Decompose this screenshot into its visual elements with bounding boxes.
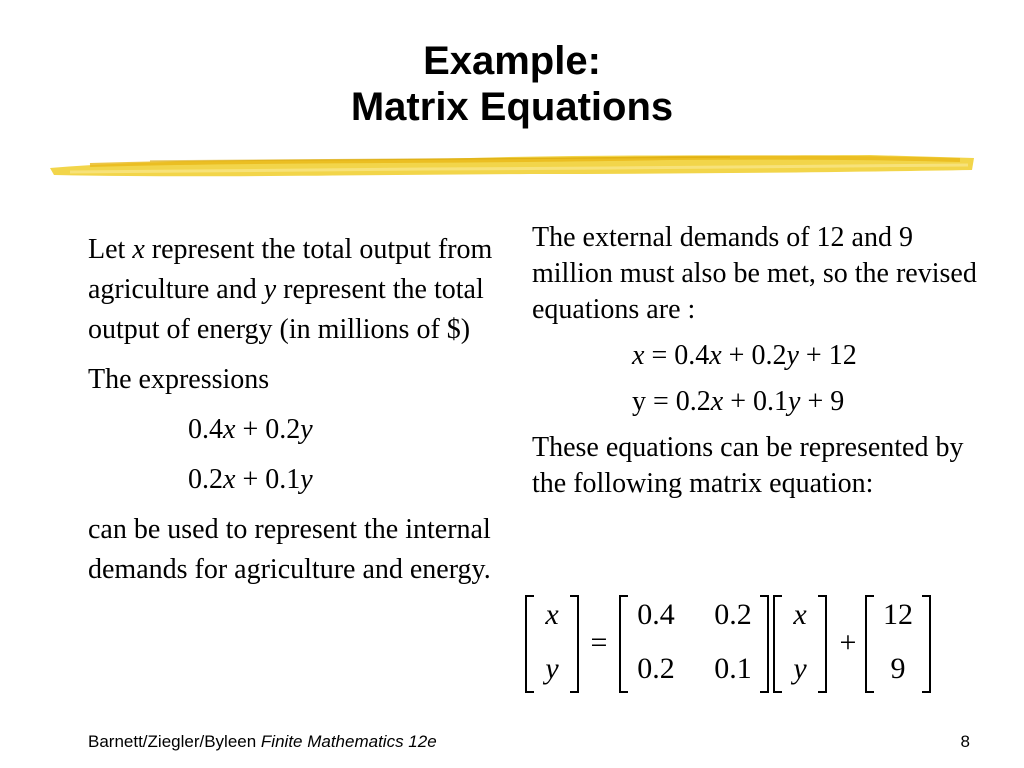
right-paragraph-external-demands: The external demands of 12 and 9 million must also be met, so the revised equations are : — [532, 222, 977, 325]
expr2-coef-y: + 0.1 — [235, 464, 301, 495]
lhs-y: y — [545, 652, 559, 685]
right-column — [532, 220, 982, 512]
left-paragraph-definitions — [88, 230, 508, 350]
eq1-constant: + 12 — [798, 340, 857, 371]
eq1-coef-y: + 0.2 — [721, 340, 787, 371]
eq1-var-y: y — [786, 340, 799, 371]
eq2-lhs: y = 0.2 — [632, 386, 711, 417]
text-agriculture: represent the total output from agriculture and — [88, 234, 493, 305]
text-energy: represent the total output of energy (in millions of $) — [88, 274, 484, 345]
a12: 0.2 — [714, 598, 752, 631]
title-underline-brushstroke — [50, 148, 974, 184]
left-paragraph-internal-demands: can be used to represent the internal demands for agriculture and energy. — [88, 514, 491, 585]
a21: 0.2 — [637, 652, 675, 685]
d1: 12 — [883, 598, 913, 631]
const-right-bracket — [922, 596, 930, 692]
expression-2 — [188, 460, 508, 500]
matrix-left-bracket — [620, 596, 628, 692]
text-let: Let — [88, 234, 133, 265]
title-line-1: Example: — [423, 39, 601, 83]
eq1-coef-x: = 0.4 — [644, 340, 710, 371]
expr1-coef-x: 0.4 — [188, 414, 223, 445]
plus-sign: + — [839, 626, 857, 659]
footer-authors: Barnett/Ziegler/Byleen — [88, 732, 261, 751]
a22: 0.1 — [714, 652, 752, 685]
expression-1 — [188, 410, 508, 450]
vec-x: x — [793, 598, 807, 631]
footer-book-title: Finite Mathematics 12e — [260, 732, 437, 751]
d2: 9 — [890, 652, 906, 685]
vec-right-bracket — [818, 596, 826, 692]
footer-citation — [88, 732, 437, 752]
lhs-right-bracket — [570, 596, 578, 692]
expr2-coef-x: 0.2 — [188, 464, 223, 495]
expr2-var-y: y — [300, 464, 313, 495]
a11: 0.4 — [637, 598, 675, 631]
lhs-x: x — [545, 598, 559, 631]
expr1-coef-y: + 0.2 — [235, 414, 301, 445]
eq1-lhs: x — [632, 340, 645, 371]
vec-left-bracket — [774, 596, 782, 692]
page-number: 8 — [960, 732, 970, 751]
matrix-equation — [520, 592, 940, 696]
equals-sign: = — [590, 626, 608, 659]
eq1-var-x: x — [709, 340, 722, 371]
eq2-var-y: y — [788, 386, 801, 417]
title-line-2: Matrix Equations — [350, 85, 674, 129]
left-column — [88, 230, 508, 600]
var-x: x — [132, 234, 145, 265]
eq2-var-x: x — [710, 386, 724, 417]
lhs-left-bracket — [526, 596, 534, 692]
equation-2 — [632, 384, 982, 420]
left-paragraph-expressions: The expressions — [88, 364, 270, 395]
matrix-right-bracket — [760, 596, 768, 692]
const-left-bracket — [866, 596, 874, 692]
expr1-var-x: x — [223, 414, 236, 445]
eq2-constant: + 9 — [800, 386, 845, 417]
equation-1 — [632, 338, 982, 374]
slide-title — [0, 38, 1024, 130]
expr1-var-y: y — [300, 414, 313, 445]
var-y: y — [263, 274, 277, 305]
expr2-var-x: x — [223, 464, 236, 495]
vec-y: y — [793, 652, 807, 685]
eq2-coef-y: + 0.1 — [723, 386, 789, 417]
right-paragraph-matrix-intro: These equations can be represented by the following matrix equation: — [532, 432, 964, 499]
